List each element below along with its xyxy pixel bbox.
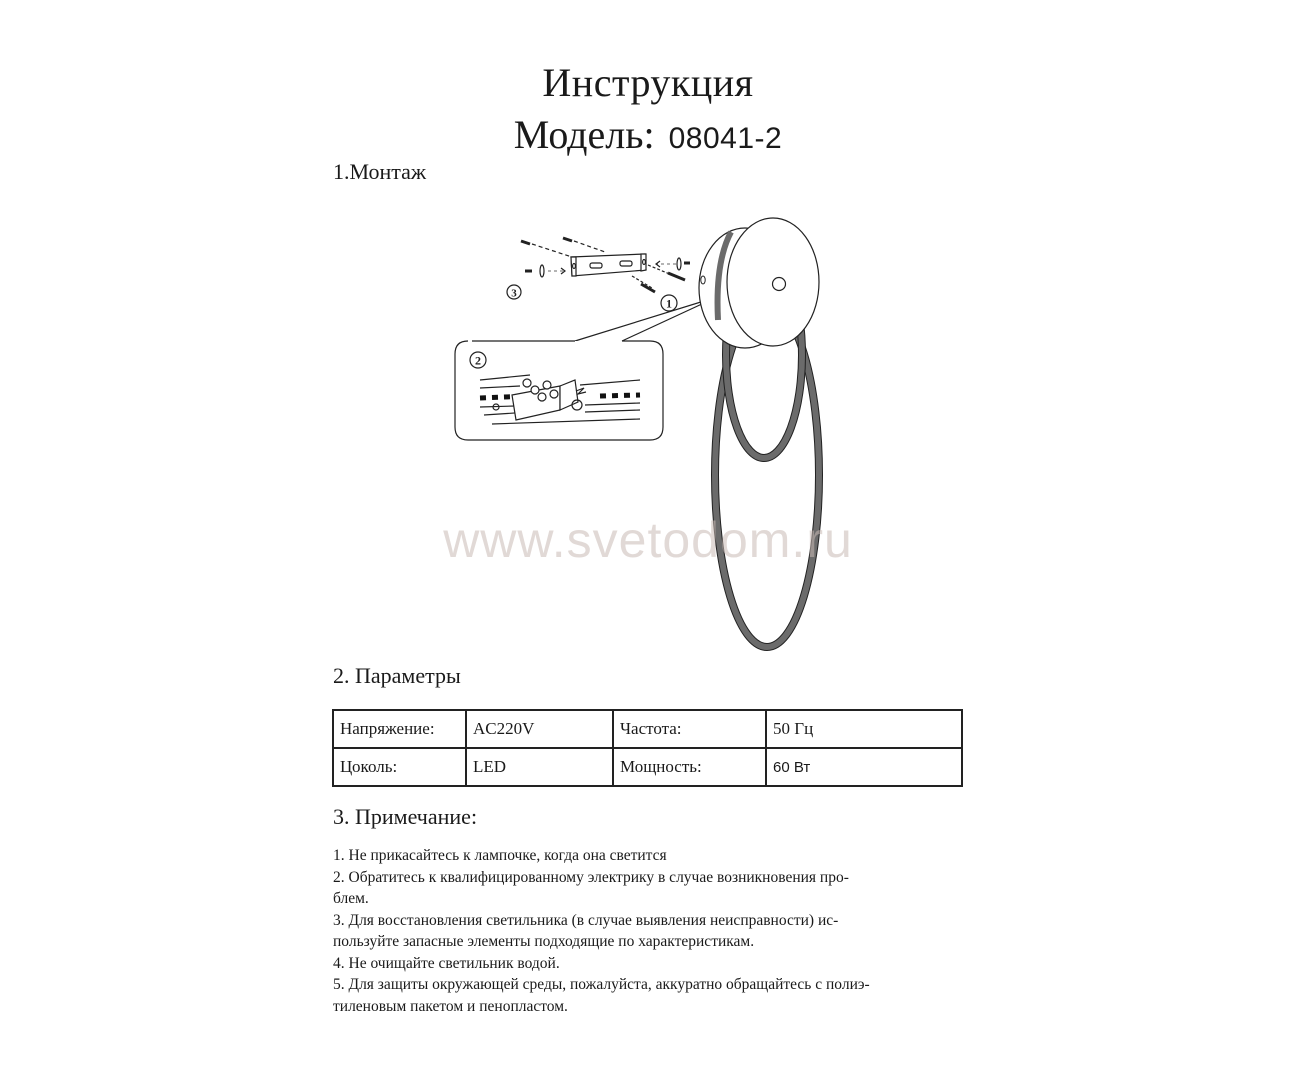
svg-text:2: 2: [475, 353, 481, 368]
lamp-body-icon: [699, 218, 819, 647]
mounting-diagram: [440, 215, 860, 665]
note-line: 1. Не прикасайтесь к лампочке, когда она светится: [333, 847, 667, 864]
model-number: 08041-2: [668, 122, 783, 155]
note-line: пользуйте запасные элементы подходящие по характеристикам.: [333, 933, 755, 950]
param-label-voltage: Напряжение:: [333, 710, 466, 748]
dowel-icon: [521, 238, 572, 244]
section-heading-notes: 3. Примечание:: [333, 804, 478, 829]
callout-1: [661, 295, 677, 311]
note-line: 2. Обратитесь к квалифицированному электрику в случае возникновения про-: [333, 868, 849, 886]
parameters-table: [332, 709, 963, 787]
param-label-socket: Цоколь:: [333, 748, 466, 786]
callout-3: [507, 285, 521, 300]
param-value-frequency: 50 Гц: [766, 710, 962, 748]
watermark: www.svetodom.ru: [443, 512, 853, 568]
note-line: блем.: [333, 890, 369, 907]
param-label-power: Мощность:: [613, 748, 766, 786]
param-value-power: [766, 748, 962, 786]
note-line: 3. Для восстановления светильника (в случае выявления неисправности) ис-: [333, 911, 839, 929]
model-line: [0, 110, 1296, 164]
param-value-power-text: 60 Вт: [773, 759, 811, 776]
table-row: [333, 710, 962, 748]
screw-icon: [525, 265, 565, 277]
param-value-voltage: AC220V: [466, 710, 613, 748]
section-heading-mounting: 1.Монтаж: [333, 159, 427, 184]
svg-text:3: 3: [511, 287, 517, 300]
model-label: Модель:: [513, 112, 655, 157]
svg-text:1: 1: [666, 296, 672, 311]
note-line: 4. Не очищайте светильник водой.: [333, 954, 560, 972]
note-line: тиленовым пакетом и пенопластом.: [333, 997, 568, 1015]
section-heading-parameters: 2. Параметры: [333, 663, 461, 688]
table-row: [333, 748, 962, 786]
param-value-socket: LED: [466, 748, 613, 786]
document-title: Инструкция: [542, 60, 754, 105]
notes-list: [333, 845, 973, 1017]
note-line: 5. Для защиты окружающей среды, пожалуйста, аккуратно обращайтесь с полиэ-: [333, 976, 870, 993]
mounting-bracket-icon: [571, 254, 646, 276]
param-label-frequency: Частота:: [613, 710, 766, 748]
